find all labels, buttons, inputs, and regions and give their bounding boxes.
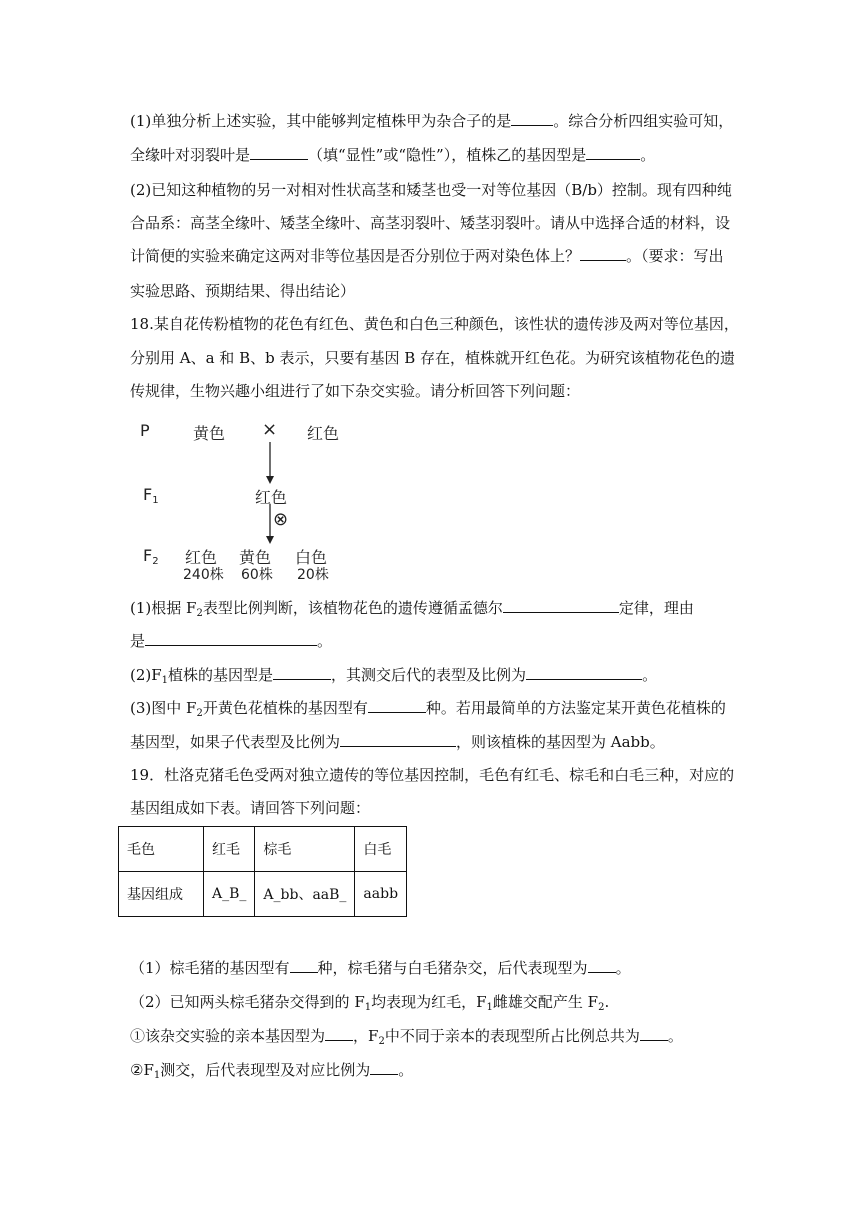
diagram-parent-yellow: 黄色 — [193, 424, 226, 443]
answer-blank — [580, 246, 626, 261]
q19-sub2-line: （2）已知两头棕毛猪杂交得到的 $F_1$均表现为红毛，$F_1$雌雄交配产生 $F_2$. — [130, 993, 610, 1013]
f2-red-label: 红色 — [185, 548, 218, 567]
q17-line-2: 全缘叶对羽裂叶是 （填“显性”或“隐性”），植株乙的基因型是 。 — [130, 146, 656, 164]
q19-sub2-item2: $②F_1$测交，后代表现型及对应比例为 。 — [130, 1061, 414, 1081]
arrow-head-2 — [266, 536, 274, 544]
table-cell: A_bb、aaB_ — [255, 872, 355, 917]
answer-blank — [290, 958, 318, 973]
cross-symbol: × — [262, 419, 278, 440]
answer-blank — [368, 698, 426, 713]
f2-white-label: 白色 — [295, 548, 328, 567]
q19-sub2-item1: ①该杂交实验的亲本基因型为 ，$F_2$中不同于亲本的表现型所占比例总共为 。 — [130, 1027, 683, 1047]
f2-yellow-label: 黄色 — [239, 548, 272, 567]
table-row — [119, 827, 407, 872]
q18-line-1: 18.某自花传粉植物的花色有红色、黄色和白色三种颜色，该性状的遗传涉及两对等位基因， — [130, 315, 739, 333]
diagram-f1-red: 红色 — [255, 488, 288, 507]
answer-blank — [340, 732, 456, 747]
q19-line-2: 基因组成如下表。请回答下列问题： — [130, 799, 371, 817]
q18-sub3-line-1: (3)图中 $F_2$开黄色花植株的基因型有 种。若用最简单的方法鉴定某开黄色花植株的 — [130, 699, 726, 719]
diagram-f2-label: $F_2$ — [143, 546, 159, 567]
diagram-parent-red: 红色 — [307, 424, 340, 443]
q17-line-6: 实验思路、预期结果、得出结论） — [130, 282, 356, 300]
q17-line-1: (1)单独分析上述实验，其中能够判定植株甲为杂合子的是 。综合分析四组实验可知， — [130, 112, 734, 130]
f2-red-count: 240株 — [183, 567, 224, 583]
answer-blank — [586, 145, 640, 160]
q18-line-3: 传规律，生物兴趣小组进行了如下杂交实验。请分析回答下列问题： — [130, 382, 581, 400]
q18-sub2-line: $(2)F_1$植株的基因型是 ，其测交后代的表型及比例为 。 — [130, 666, 658, 686]
answer-blank — [588, 958, 616, 973]
arrow-head-1 — [266, 476, 274, 484]
f2-white-count: 20株 — [297, 567, 329, 583]
answer-blank — [526, 665, 642, 680]
answer-blank — [273, 665, 331, 680]
table-cell: A_B_ — [204, 872, 255, 917]
q18-sub1-line-1: (1)根据 $F_2$表型比例判断，该植物花色的遗传遵循孟德尔 定律，理由 — [130, 599, 694, 619]
table-cell: 白毛 — [355, 827, 407, 872]
answer-blank — [503, 598, 619, 613]
table-header-cell: 毛色 — [119, 827, 204, 872]
table-cell: 棕毛 — [255, 827, 355, 872]
q17-line-3: (2)已知这种植物的另一对相对性状高茎和矮茎也受一对等位基因（B/b）控制。现有四种纯 — [130, 181, 732, 199]
table-cell: aabb — [355, 872, 407, 917]
answer-blank — [325, 1026, 353, 1041]
q18-sub1-line-2: 是 。 — [130, 632, 333, 650]
q17-line-5: 计简便的实验来确定这两对非等位基因是否分别位于两对染色体上？ 。（要求：写出 — [130, 247, 724, 265]
diagram-f1-label: $F_1$ — [143, 485, 159, 506]
table-row — [119, 872, 407, 917]
q18-sub3-line-2: 基因型，如果子代表型及比例为 ，则该植株的基因型为 Aabb。 — [130, 733, 665, 751]
answer-blank — [370, 1060, 398, 1075]
genotype-table — [118, 826, 407, 917]
f2-yellow-count: 60株 — [241, 567, 273, 583]
table-header-cell: 基因组成 — [119, 872, 204, 917]
answer-blank — [250, 145, 308, 160]
diagram-p-label: P — [140, 421, 150, 440]
answer-blank — [145, 631, 317, 646]
answer-blank — [640, 1026, 668, 1041]
selfing-symbol: ⊗ — [273, 509, 289, 530]
q19-sub1-line: （1）棕毛猪的基因型有 种，棕毛猪与白毛猪杂交，后代表现型为 。 — [130, 959, 631, 977]
q19-line-1: 19．杜洛克猪毛色受两对独立遗传的等位基因控制，毛色有红毛、棕毛和白毛三种，对应的 — [130, 766, 735, 784]
answer-blank — [511, 111, 553, 126]
table-cell: 红毛 — [204, 827, 255, 872]
q18-line-2: 分别用 A、a 和 B、b 表示，只要有基因 B 存在，植株就开红色花。为研究该植物花色的遗 — [130, 349, 736, 367]
q17-line-4: 合品系：高茎全缘叶、矮茎全缘叶、高茎羽裂叶、矮茎羽裂叶。请从中选择合适的材料，设 — [130, 214, 731, 232]
